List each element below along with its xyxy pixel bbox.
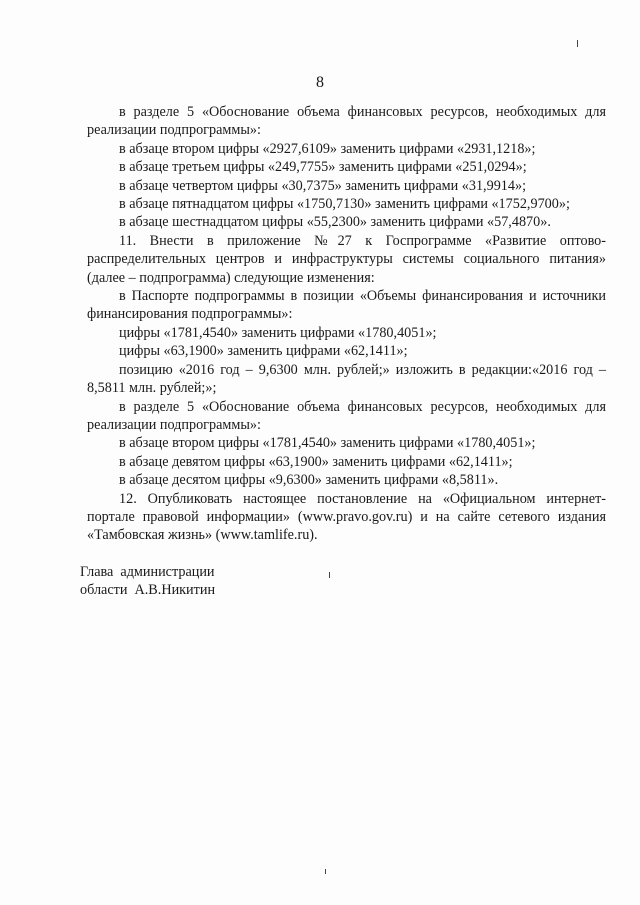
paragraph: в абзаце третьем цифры «249,7755» заменить цифрами «251,0294»; xyxy=(119,159,527,176)
scan-speck xyxy=(577,40,578,47)
signature-name: области А.В.Никитин xyxy=(80,582,216,599)
paragraph: в абзаце втором цифры «2927,6109» заменить цифрами «2931,1218»; xyxy=(119,140,536,157)
paragraph: в Паспорте подпрограммы в позиции «Объемы финансирования и источники финансирования подпрограммы»: xyxy=(87,288,606,323)
paragraph: в абзаце четвертом цифры «30,7375» заменить цифрами «31,9914»; xyxy=(119,177,527,194)
document-body xyxy=(87,103,606,545)
scan-speck xyxy=(329,572,330,578)
page-number: 8 xyxy=(316,74,324,91)
paragraph: цифры «63,1900» заменить цифрами «62,1411»; xyxy=(119,343,408,360)
paragraph: в разделе 5 «Обоснование объема финансовых ресурсов, необходимых для реализации подпрограммы»: xyxy=(87,104,606,139)
paragraph: в разделе 5 «Обоснование объема финансовых ресурсов, необходимых для реализации подпрограммы»: xyxy=(87,398,606,433)
signature-title: Глава администрации xyxy=(80,564,215,580)
paragraph: 12. Опубликовать настоящее постановление на «Официальном интернет-портале правовой информации» (www.pravo.gov.ru) и на сайте сетевого издания «Тамбовская жизнь» (www.tamlife.ru). xyxy=(87,490,606,544)
paragraph: позицию «2016 год – 9,6300 млн. рублей;» изложить в редакции:«2016 год – 8,5811 млн. рублей;»; xyxy=(87,361,606,397)
paragraph: в абзаце десятом цифры «9,6300» заменить цифрами «8,5811». xyxy=(119,472,499,489)
paragraph: в абзаце пятнадцатом цифры «1750,7130» заменить цифрами «1752,9700»; xyxy=(119,196,570,213)
scan-speck xyxy=(325,869,326,874)
signature-block xyxy=(80,563,215,600)
paragraph: цифры «1781,4540» заменить цифрами «1780,4051»; xyxy=(119,324,437,341)
paragraph: в абзаце девятом цифры «63,1900» заменить цифрами «62,1411»; xyxy=(119,453,513,470)
paragraph: в абзаце втором цифры «1781,4540» заменить цифрами «1780,4051»; xyxy=(119,435,536,452)
paragraph: 11. Внести в приложение №27 к Госпрограмме «Развитие оптово-распределительных центров и инфраструктуры системы социального питания» (далее – подпрограмма) следующие изменения: xyxy=(87,232,606,286)
paragraph: в абзаце шестнадцатом цифры «55,2300» заменить цифрами «57,4870». xyxy=(119,214,551,231)
